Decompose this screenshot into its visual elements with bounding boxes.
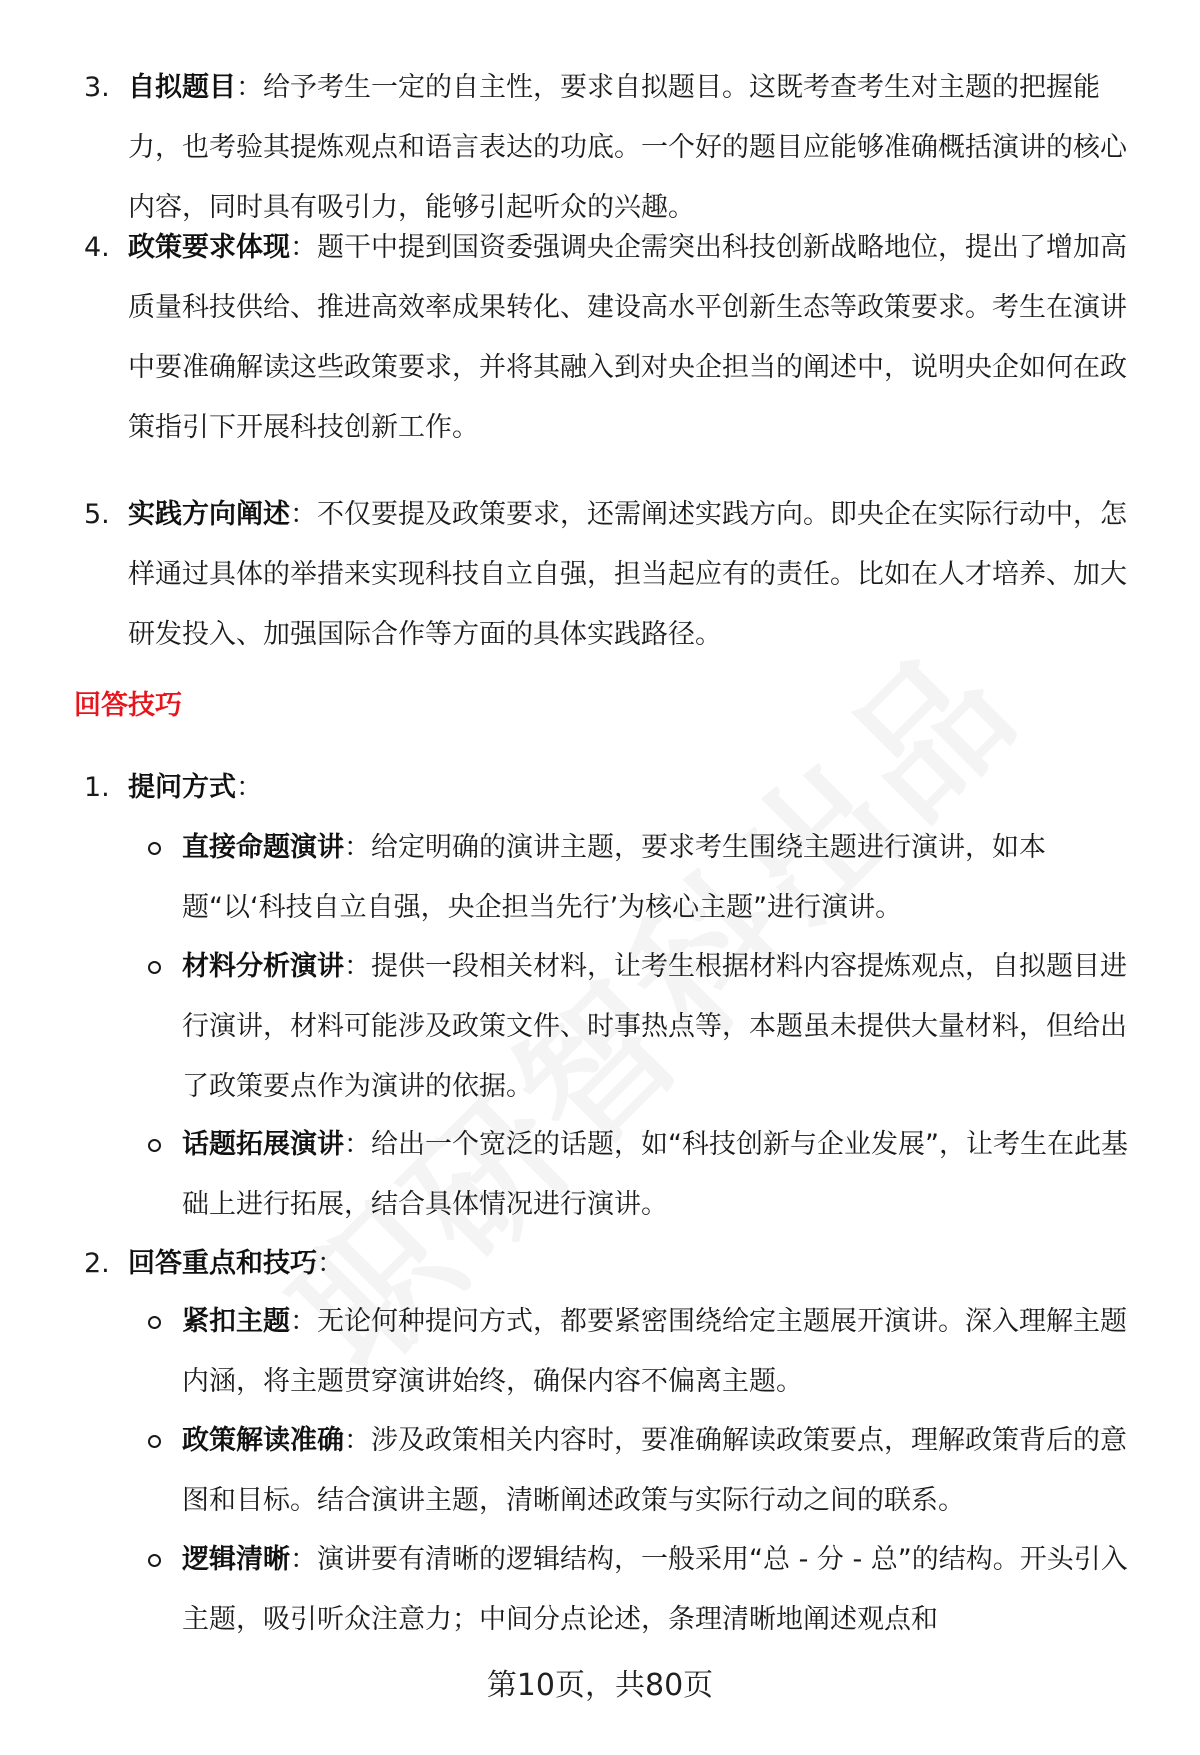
- item-title: 回答重点和技巧: [128, 1248, 317, 1279]
- sub-list-item: [0, 1411, 1200, 1531]
- list-item: [0, 485, 1200, 665]
- item-text: 给予考生一定的自主性，要求自拟题目。这既考查考生对主题的把握能力，也考验其提炼观点和语言表达的功底。一个好的题目应能够准确概括演讲的核心内容，同时具有吸引力，能够引起听众的兴趣。: [128, 72, 1127, 223]
- item-sep: ：: [290, 232, 317, 263]
- item-number: 5.: [84, 499, 110, 530]
- sub-text: 提供一段相关材料，让考生根据材料内容提炼观点，自拟题目进行演讲，材料可能涉及政策文件、时事热点等，本题虽未提供大量材料，但给出了政策要点作为演讲的依据。: [182, 951, 1127, 1102]
- sub-title: 话题拓展演讲: [182, 1129, 344, 1160]
- sub-text: 涉及政策相关内容时，要准确解读政策要点，理解政策背后的意图和目标。结合演讲主题，清晰阐述政策与实际行动之间的联系。: [182, 1425, 1127, 1516]
- item-title: 提问方式: [128, 772, 236, 803]
- circle-bullet-icon: [148, 1139, 161, 1152]
- sub-title: 直接命题演讲: [182, 832, 344, 863]
- list-item: [0, 58, 1200, 238]
- sub-list-item: [0, 937, 1200, 1117]
- item-sep: ：: [290, 499, 317, 530]
- sub-text: 演讲要有清晰的逻辑结构，一般采用“总 - 分 - 总”的结构。开头引入主题，吸引听众注意力；中间分点论述，条理清晰地阐述观点和: [182, 1544, 1128, 1635]
- sub-sep: ：: [290, 1306, 317, 1337]
- sub-sep: ：: [344, 832, 371, 863]
- circle-bullet-icon: [148, 1435, 161, 1448]
- sub-list-item: [0, 1115, 1200, 1235]
- item-title: 政策要求体现: [128, 232, 290, 263]
- item-sep: ：: [317, 1248, 344, 1279]
- circle-bullet-icon: [148, 842, 161, 855]
- sub-list-item: [0, 1530, 1200, 1650]
- item-text: 题干中提到国资委强调央企需突出科技创新战略地位，提出了增加高质量科技供给、推进高效率成果转化、建设高水平创新生态等政策要求。考生在演讲中要准确解读这些政策要求，并将其融入到对央企担当的阐述中，说明央企如何在政策指引下开展科技创新工作。: [128, 232, 1127, 443]
- sub-title: 政策解读准确: [182, 1425, 344, 1456]
- item-number: 3.: [84, 72, 110, 103]
- sub-sep: ：: [344, 1425, 371, 1456]
- list-item: [0, 1234, 1200, 1294]
- sub-list-item: [0, 818, 1200, 938]
- sub-sep: ：: [290, 1544, 317, 1575]
- item-sep: ：: [236, 772, 263, 803]
- sub-text: 给定明确的演讲主题，要求考生围绕主题进行演讲，如本题“以‘科技自立自强，央企担当先行’为核心主题”进行演讲。: [182, 832, 1046, 923]
- item-number: 1.: [84, 772, 110, 803]
- sub-sep: ：: [344, 1129, 371, 1160]
- list-item: [0, 218, 1200, 458]
- section-title: 回答技巧: [74, 690, 182, 721]
- sub-title: 材料分析演讲: [182, 951, 344, 982]
- item-number: 4.: [84, 232, 110, 263]
- page-number: 第10页，共80页: [486, 1668, 714, 1703]
- circle-bullet-icon: [148, 961, 161, 974]
- sub-text: 给出一个宽泛的话题，如“科技创新与企业发展”，让考生在此基础上进行拓展，结合具体情况进行演讲。: [182, 1129, 1128, 1220]
- circle-bullet-icon: [148, 1554, 161, 1567]
- item-title: 实践方向阐述: [128, 499, 290, 530]
- sub-title: 逻辑清晰: [182, 1544, 290, 1575]
- sub-text: 无论何种提问方式，都要紧密围绕给定主题展开演讲。深入理解主题内涵，将主题贯穿演讲始终，确保内容不偏离主题。: [182, 1306, 1127, 1397]
- item-sep: ：: [236, 72, 263, 103]
- sub-list-item: [0, 1292, 1200, 1412]
- item-number: 2.: [84, 1248, 110, 1279]
- circle-bullet-icon: [148, 1316, 161, 1329]
- sub-sep: ：: [344, 951, 371, 982]
- item-text: 不仅要提及政策要求，还需阐述实践方向。即央企在实际行动中，怎样通过具体的举措来实现科技自立自强，担当起应有的责任。比如在人才培养、加大研发投入、加强国际合作等方面的具体实践路径。: [128, 499, 1127, 650]
- item-title: 自拟题目: [128, 72, 236, 103]
- list-item: [0, 758, 1200, 818]
- sub-title: 紧扣主题: [182, 1306, 290, 1337]
